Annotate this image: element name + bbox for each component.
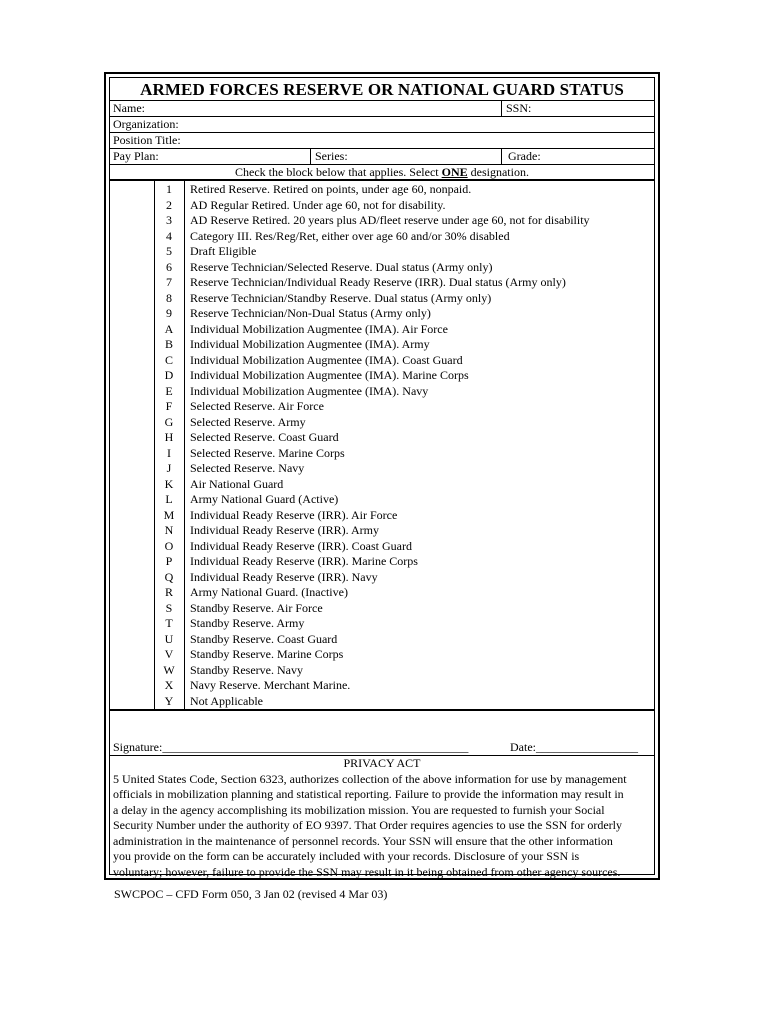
designation-description: Standby Reserve. Army (190, 616, 305, 630)
designation-code: I (167, 445, 171, 460)
form-title: ARMED FORCES RESERVE OR NATIONAL GUARD STATUS (110, 78, 654, 101)
designation-description: Individual Ready Reserve (IRR). Army (190, 523, 379, 537)
designation-description: Not Applicable (190, 693, 263, 708)
designation-code: W (163, 662, 175, 677)
series-grade-divider (501, 149, 502, 164)
designation-code: 1 (166, 182, 172, 196)
pay-plan-label: Pay Plan: (113, 149, 159, 163)
privacy-act-section (110, 756, 654, 880)
designation-code: J (166, 461, 172, 475)
date-field[interactable]: Date:_________________ (510, 740, 638, 754)
designation-row[interactable] (110, 523, 654, 539)
designation-row[interactable] (110, 213, 654, 229)
ssn-label: SSN: (506, 101, 532, 115)
designation-row[interactable] (110, 647, 654, 663)
signature-row (110, 711, 654, 756)
designation-code: 6 (166, 259, 172, 274)
name-ssn-divider (501, 101, 502, 116)
privacy-act-line: voluntary; however, failure to provide the SSN may result in it being obtained from other agency sources. (113, 864, 621, 879)
designation-row[interactable] (110, 539, 654, 555)
designation-row[interactable] (110, 182, 654, 198)
designation-code: D (164, 368, 174, 382)
designation-code: E (165, 383, 173, 398)
designation-description: Individual Ready Reserve (IRR). Navy (190, 569, 378, 584)
name-label: Name: (113, 101, 145, 115)
designation-code: C (164, 352, 173, 367)
designation-row[interactable] (110, 244, 654, 260)
designation-code: O (164, 538, 174, 553)
designation-code: K (164, 476, 174, 491)
designation-description: Standby Reserve. Air Force (190, 600, 323, 615)
designation-code: S (165, 600, 173, 615)
designation-description: Individual Ready Reserve (IRR). Marine Corps (190, 554, 418, 568)
designation-code: 8 (166, 290, 172, 305)
organization-label: Organization: (113, 117, 179, 131)
privacy-act-line: you provide on the form can be accurately included with your records. Disclosure of your SSN is (113, 849, 580, 863)
pay-plan-row (110, 149, 654, 165)
grade-label: Grade: (508, 149, 541, 163)
designation-row[interactable] (110, 368, 654, 384)
status-form (104, 72, 660, 880)
designation-code: Y (164, 693, 174, 708)
designation-code: P (165, 554, 173, 568)
privacy-act-line: officials in mobilization planning and statistical reporting. Failure to provide the information may result in (113, 787, 624, 801)
designation-row[interactable] (110, 616, 654, 632)
series-label: Series: (315, 149, 348, 163)
designation-description: Standby Reserve. Coast Guard (190, 631, 338, 646)
designation-description: Reserve Technician/Non-Dual Status (Army only) (190, 306, 431, 320)
designation-description: Individual Mobilization Augmentee (IMA). Coast Guard (190, 352, 463, 367)
designation-row[interactable] (110, 430, 654, 446)
designation-code: F (165, 399, 173, 413)
designation-code: N (164, 523, 174, 537)
privacy-act-line: 5 United States Code, Section 6323, authorizes collection of the above information for use by management (113, 771, 627, 786)
designation-description: Selected Reserve. Navy (190, 461, 305, 475)
designation-description: Individual Ready Reserve (IRR). Coast Guard (190, 538, 412, 553)
position-title-row (110, 133, 654, 149)
designation-code: 7 (166, 275, 172, 289)
designation-row[interactable] (110, 508, 654, 524)
designation-row[interactable] (110, 446, 654, 462)
designation-code: R (164, 585, 173, 599)
designation-description: Standby Reserve. Marine Corps (190, 647, 344, 661)
designation-row[interactable] (110, 229, 654, 245)
designation-description: Individual Ready Reserve (IRR). Air Force (190, 507, 398, 522)
designation-code: U (164, 631, 174, 646)
privacy-act-line: a delay in the agency accomplishing its mobilization mission. You are requested to furnish your Social (113, 802, 605, 817)
designation-row[interactable] (110, 461, 654, 477)
designation-description: AD Regular Retired. Under age 60, not for disability. (190, 197, 446, 212)
designation-row[interactable] (110, 492, 654, 508)
designation-description: Army National Guard (Active) (190, 492, 339, 506)
designation-description: AD Reserve Retired. 20 years plus AD/fleet reserve under age 60, not for disability (190, 213, 590, 227)
designation-description: Category III. Res/Reg/Ret, either over age 60 and/or 30% disabled (190, 228, 510, 243)
designation-code: X (164, 678, 174, 692)
designation-description: Standby Reserve. Navy (190, 662, 303, 677)
organization-row (110, 117, 654, 133)
designation-row[interactable] (110, 570, 654, 586)
designation-description: Selected Reserve. Coast Guard (190, 430, 339, 444)
designation-row[interactable] (110, 384, 654, 400)
designation-row[interactable] (110, 306, 654, 322)
designation-description: Selected Reserve. Army (190, 414, 306, 429)
name-row (110, 101, 654, 117)
designation-row[interactable] (110, 601, 654, 617)
designation-row[interactable] (110, 337, 654, 353)
designation-row[interactable] (110, 694, 654, 710)
designation-code: L (165, 492, 173, 506)
designation-code: B (164, 337, 173, 351)
designation-description: Navy Reserve. Merchant Marine. (190, 678, 351, 692)
designation-description: Individual Mobilization Augmentee (IMA). Marine Corps (190, 368, 469, 382)
designation-code: G (164, 414, 174, 429)
designation-code: 9 (166, 306, 172, 320)
designation-description: Individual Mobilization Augmentee (IMA). Navy (190, 383, 429, 398)
designation-row[interactable] (110, 585, 654, 601)
instruction-emphasis: ONE (441, 165, 468, 179)
designation-description: Air National Guard (190, 476, 284, 491)
designation-code: 2 (166, 197, 172, 212)
designation-row[interactable] (110, 632, 654, 648)
designation-row[interactable] (110, 477, 654, 493)
designation-code: V (164, 647, 174, 661)
designation-code: 5 (166, 244, 172, 258)
instruction-row (110, 165, 654, 181)
designation-row[interactable] (110, 291, 654, 307)
designation-code: T (165, 616, 173, 630)
designation-code: H (164, 430, 174, 444)
designation-description: Retired Reserve. Retired on points, under age 60, nonpaid. (190, 182, 472, 196)
designation-code: M (163, 507, 175, 522)
privacy-act-line: administration in the maintenance of personnel records. Your SSN will ensure that the other information (113, 833, 613, 848)
designation-row[interactable] (110, 275, 654, 291)
signature-field[interactable]: Signature:___________________________________________________ (113, 740, 469, 754)
designation-description: Selected Reserve. Air Force (190, 399, 324, 413)
designation-description: Army National Guard. (Inactive) (190, 585, 348, 599)
designation-description: Individual Mobilization Augmentee (IMA). Army (190, 337, 430, 351)
designation-list (110, 181, 654, 711)
designation-row[interactable] (110, 399, 654, 415)
privacy-act-heading: PRIVACY ACT (343, 756, 421, 770)
privacy-act-line: Security Number under the authority of EO 9397. That Order requires agencies to use the SSN for orderly (113, 818, 622, 832)
designation-row[interactable] (110, 678, 654, 694)
designation-row[interactable] (110, 663, 654, 679)
designation-row[interactable] (110, 198, 654, 214)
form-footer: SWCPOC – CFD Form 050, 3 Jan 02 (revised 4 Mar 03) (114, 887, 388, 901)
designation-code: A (164, 321, 174, 336)
designation-code: 3 (166, 213, 172, 227)
designation-description: Draft Eligible (190, 244, 257, 258)
position-title-label: Position Title: (113, 133, 181, 147)
designation-row[interactable] (110, 322, 654, 338)
instruction-text-before: Check the block below that applies. Select (235, 165, 442, 179)
designation-row[interactable] (110, 260, 654, 276)
form-inner-border (109, 77, 655, 879)
designation-description: Reserve Technician/Standby Reserve. Dual status (Army only) (190, 290, 492, 305)
designation-code: 4 (166, 228, 172, 243)
designation-row[interactable] (110, 353, 654, 369)
designation-code: Q (164, 569, 174, 584)
designation-row[interactable] (110, 415, 654, 431)
privacy-act-text (113, 772, 651, 881)
instruction-text-after: designation. (467, 165, 529, 179)
designation-description: Individual Mobilization Augmentee (IMA). Air Force (190, 321, 448, 336)
designation-description: Reserve Technician/Selected Reserve. Dual status (Army only) (190, 259, 493, 274)
pay-series-divider (310, 149, 311, 164)
designation-row[interactable] (110, 554, 654, 570)
designation-description: Reserve Technician/Individual Ready Reserve (IRR). Dual status (Army only) (190, 275, 566, 289)
designation-description: Selected Reserve. Marine Corps (190, 445, 345, 460)
